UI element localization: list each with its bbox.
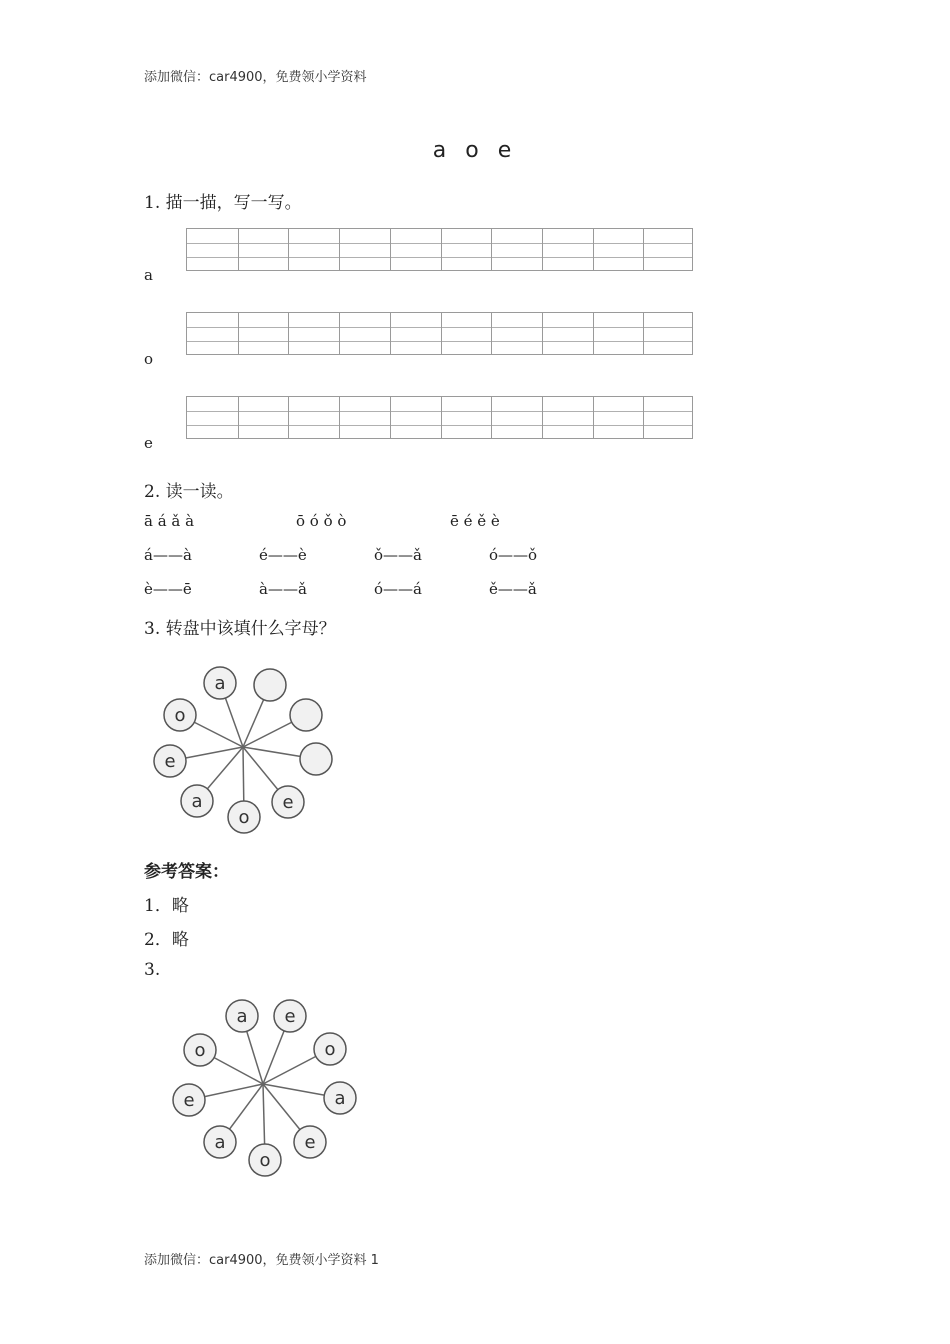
page-header: 添加微信：car4900，免费领小学资料 bbox=[144, 70, 367, 85]
question-1-prompt: 1. 描一描，写一写。 bbox=[144, 193, 302, 213]
wheel-letter: o bbox=[324, 1039, 336, 1060]
grid-divider bbox=[593, 229, 594, 270]
writing-row-label: a bbox=[144, 266, 153, 284]
wheel-letter: a bbox=[214, 673, 226, 694]
tone-pair: é——è bbox=[259, 546, 307, 564]
answer-2: 2．略 bbox=[144, 930, 189, 950]
tone-pair: è——ē bbox=[144, 580, 192, 598]
writing-row-label: e bbox=[144, 434, 153, 452]
wheel-letter: e bbox=[282, 792, 294, 813]
grid-divider bbox=[390, 313, 391, 354]
grid-divider bbox=[593, 397, 594, 438]
grid-divider bbox=[288, 229, 289, 270]
question-2-prompt: 2. 读一读。 bbox=[144, 482, 234, 502]
wheel-letter: e bbox=[183, 1090, 195, 1111]
wheel-letter: a bbox=[334, 1088, 346, 1109]
grid-divider bbox=[643, 229, 644, 270]
four-line-grid[interactable] bbox=[186, 312, 693, 355]
grid-divider bbox=[288, 313, 289, 354]
grid-divider bbox=[288, 397, 289, 438]
grid-divider bbox=[491, 313, 492, 354]
question-3-prompt: 3. 转盘中该填什么字母？ bbox=[144, 619, 336, 639]
tone-pair: ǒ——ǎ bbox=[374, 546, 422, 564]
grid-line bbox=[187, 243, 692, 244]
grid-divider bbox=[643, 397, 644, 438]
page-title: a o e bbox=[432, 138, 518, 163]
grid-divider bbox=[593, 313, 594, 354]
grid-divider bbox=[441, 397, 442, 438]
question-wheel bbox=[140, 655, 360, 840]
writing-row-label: o bbox=[144, 350, 154, 368]
grid-divider bbox=[491, 397, 492, 438]
wheel-letter: a bbox=[236, 1006, 248, 1027]
grid-divider bbox=[441, 229, 442, 270]
wheel-letter: o bbox=[238, 807, 250, 828]
grid-divider bbox=[542, 397, 543, 438]
grid-divider bbox=[238, 229, 239, 270]
wheel-bubble bbox=[290, 699, 322, 731]
tone-pair: á——à bbox=[144, 546, 192, 564]
grid-divider bbox=[491, 229, 492, 270]
grid-divider bbox=[643, 313, 644, 354]
wheel-letter: o bbox=[174, 705, 186, 726]
wheel-letter: a bbox=[191, 791, 203, 812]
grid-line bbox=[187, 425, 692, 426]
wheel-letter: a bbox=[214, 1132, 226, 1153]
grid-divider bbox=[390, 229, 391, 270]
grid-divider bbox=[542, 229, 543, 270]
answer-wheel-group bbox=[173, 1000, 356, 1176]
page-footer: 添加微信：car4900，免费领小学资料 1 bbox=[144, 1253, 379, 1268]
four-line-grid[interactable] bbox=[186, 396, 693, 439]
answers-heading: 参考答案： bbox=[144, 862, 229, 882]
grid-line bbox=[187, 341, 692, 342]
wheel-letter: e bbox=[284, 1006, 296, 1027]
grid-divider bbox=[238, 313, 239, 354]
grid-divider bbox=[339, 229, 340, 270]
grid-line bbox=[187, 257, 692, 258]
answer-wheel bbox=[160, 990, 380, 1185]
tone-pair: à——ǎ bbox=[259, 580, 307, 598]
question-wheel-group bbox=[154, 667, 332, 833]
tone-group-a: ā á ǎ à bbox=[144, 512, 195, 530]
grid-line bbox=[187, 327, 692, 328]
grid-line bbox=[187, 411, 692, 412]
wheel-bubble bbox=[300, 743, 332, 775]
tone-group-o: ō ó ǒ ò bbox=[296, 512, 347, 530]
grid-divider bbox=[238, 397, 239, 438]
tone-pair: ó——ǒ bbox=[489, 546, 538, 564]
wheel-letter: e bbox=[164, 751, 176, 772]
grid-divider bbox=[339, 313, 340, 354]
tone-pair: ě——ǎ bbox=[489, 580, 537, 598]
grid-divider bbox=[339, 397, 340, 438]
answer-1: 1．略 bbox=[144, 896, 189, 916]
wheel-letter: o bbox=[259, 1150, 271, 1171]
wheel-letter: e bbox=[304, 1132, 316, 1153]
grid-divider bbox=[441, 313, 442, 354]
grid-divider bbox=[390, 397, 391, 438]
grid-divider bbox=[542, 313, 543, 354]
four-line-grid[interactable] bbox=[186, 228, 693, 271]
tone-pair: ó——á bbox=[374, 580, 422, 598]
wheel-letter: o bbox=[194, 1040, 206, 1061]
answer-3: 3. bbox=[144, 960, 161, 980]
wheel-bubble bbox=[254, 669, 286, 701]
tone-group-e: ē é ě è bbox=[450, 512, 500, 530]
